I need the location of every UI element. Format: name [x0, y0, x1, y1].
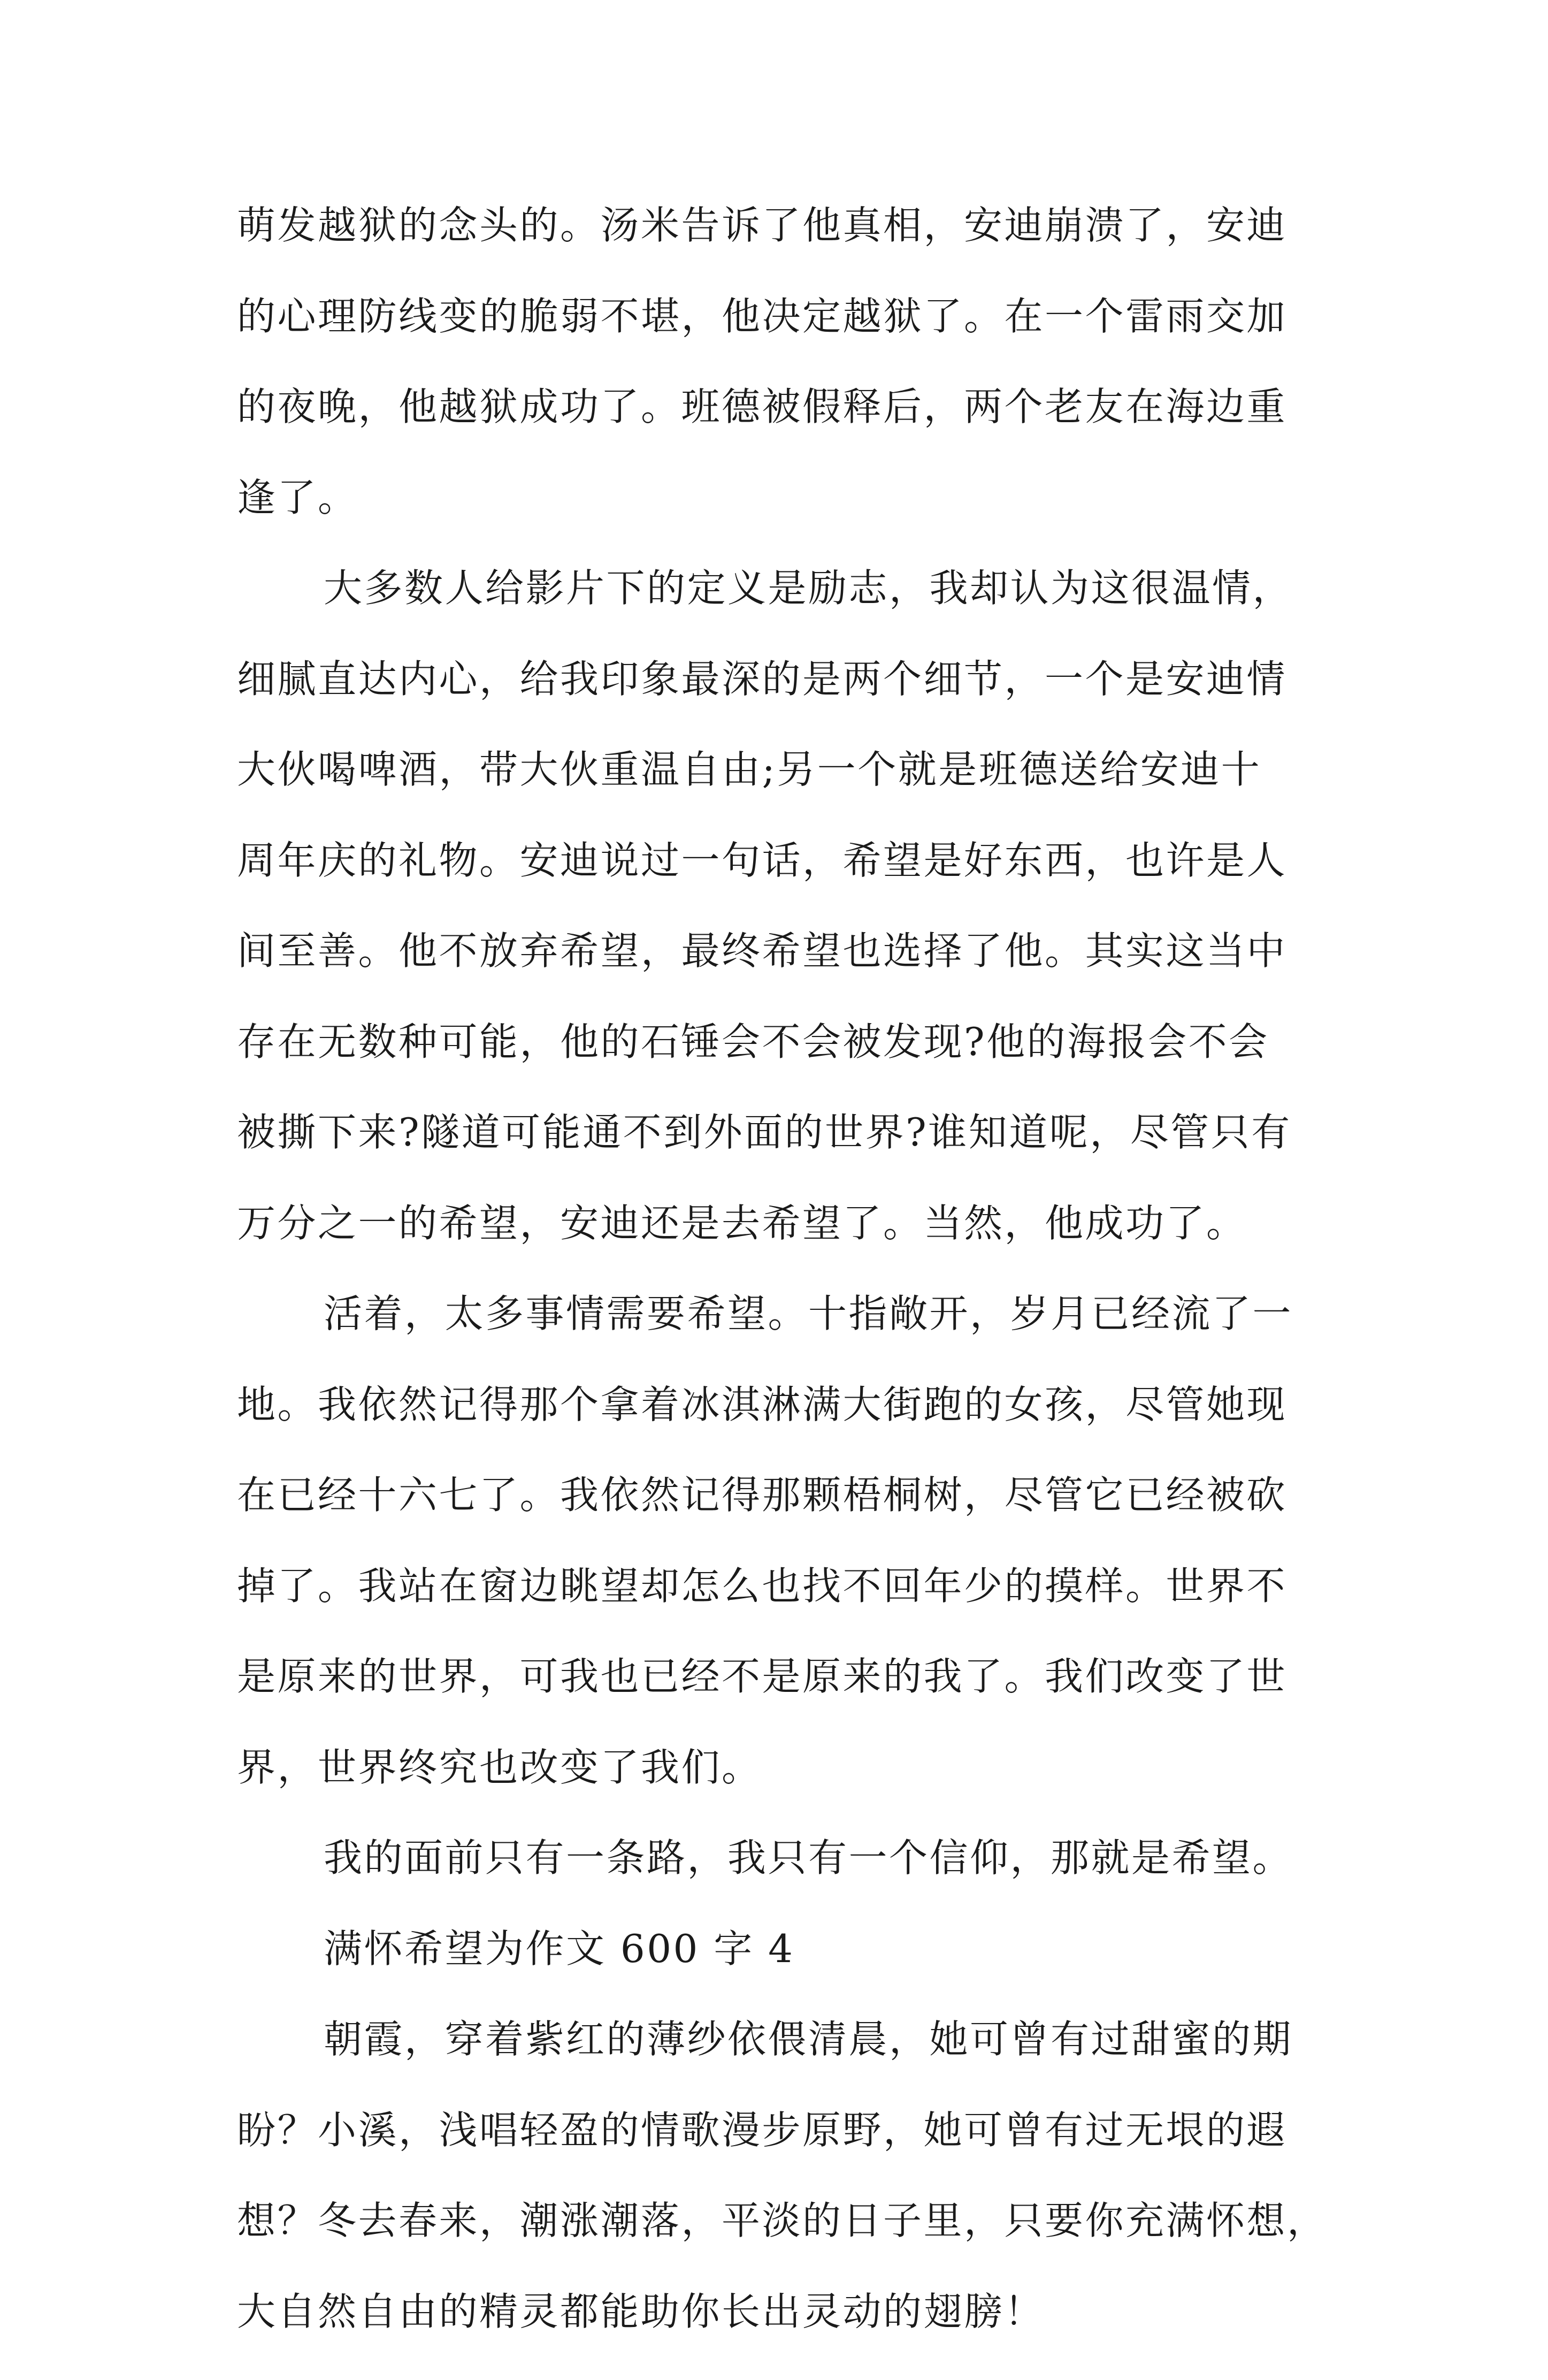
text-line: 逢了。 [237, 475, 358, 520]
text-line: 大自然自由的精灵都能助你长出灵动的翅膀！ [237, 2289, 1045, 2334]
text-line: 间至善。他不放弃希望，最终希望也选择了他。其实这当中 [237, 928, 1288, 973]
text-line: 的夜晚，他越狱成功了。班德被假释后，两个老友在海边重 [237, 384, 1288, 429]
text-line: 万分之一的希望，安迪还是去希望了。当然，他成功了。 [237, 1200, 1247, 1246]
text-line: 周年庆的礼物。安迪说过一句话，希望是好东西，也许是人 [237, 837, 1288, 883]
paragraph-start-line: 我的面前只有一条路，我只有一个信仰，那就是希望。 [324, 1835, 1293, 1880]
paragraph-start-line: 活着，太多事情需要希望。十指敞开，岁月已经流了一 [324, 1291, 1293, 1336]
text-line: 是原来的世界，可我也已经不是原来的我了。我们改变了世 [237, 1654, 1288, 1699]
text-line: 的心理防线变的脆弱不堪，他决定越狱了。在一个雷雨交加 [237, 293, 1288, 339]
text-line: 地。我依然记得那个拿着冰淇淋满大街跑的女孩，尽管她现 [237, 1382, 1288, 1427]
text-line: 萌发越狱的念头的。汤米告诉了他真相，安迪崩溃了，安迪 [237, 203, 1288, 248]
section-heading: 满怀希望为作文 600 字 4 [324, 1926, 795, 1971]
text-line: 盼？小溪，浅唱轻盈的情歌漫步原野，她可曾有过无垠的遐 [237, 2107, 1288, 2153]
text-line: 大伙喝啤酒，带大伙重温自由;另一个就是班德送给安迪十 [237, 747, 1262, 792]
text-line: 界，世界终究也改变了我们。 [237, 1744, 762, 1790]
text-line: 想？冬去春来，潮涨潮落，平淡的日子里，只要你充满怀想， [237, 2198, 1328, 2243]
paragraph-start-line: 朝霞，穿着紫红的薄纱依偎清晨，她可曾有过甜蜜的期 [324, 2017, 1293, 2062]
paragraph-start-line: 大多数人给影片下的定义是励志，我却认为这很温情， [324, 566, 1293, 611]
text-line: 在已经十六七了。我依然记得那颗梧桐树，尽管它已经被砍 [237, 1473, 1288, 1517]
text-line: 掉了。我站在窗边眺望却怎么也找不回年少的摸样。世界不 [237, 1563, 1288, 1608]
text-line: 细腻直达内心，给我印象最深的是两个细节，一个是安迪情 [237, 656, 1288, 701]
text-line: 存在无数种可能，他的石锤会不会被发现?他的海报会不会 [237, 1019, 1269, 1064]
text-line: 被撕下来?隧道可能通不到外面的世界?谁知道呢，尽管只有 [237, 1110, 1292, 1155]
document-body [237, 203, 1328, 2380]
